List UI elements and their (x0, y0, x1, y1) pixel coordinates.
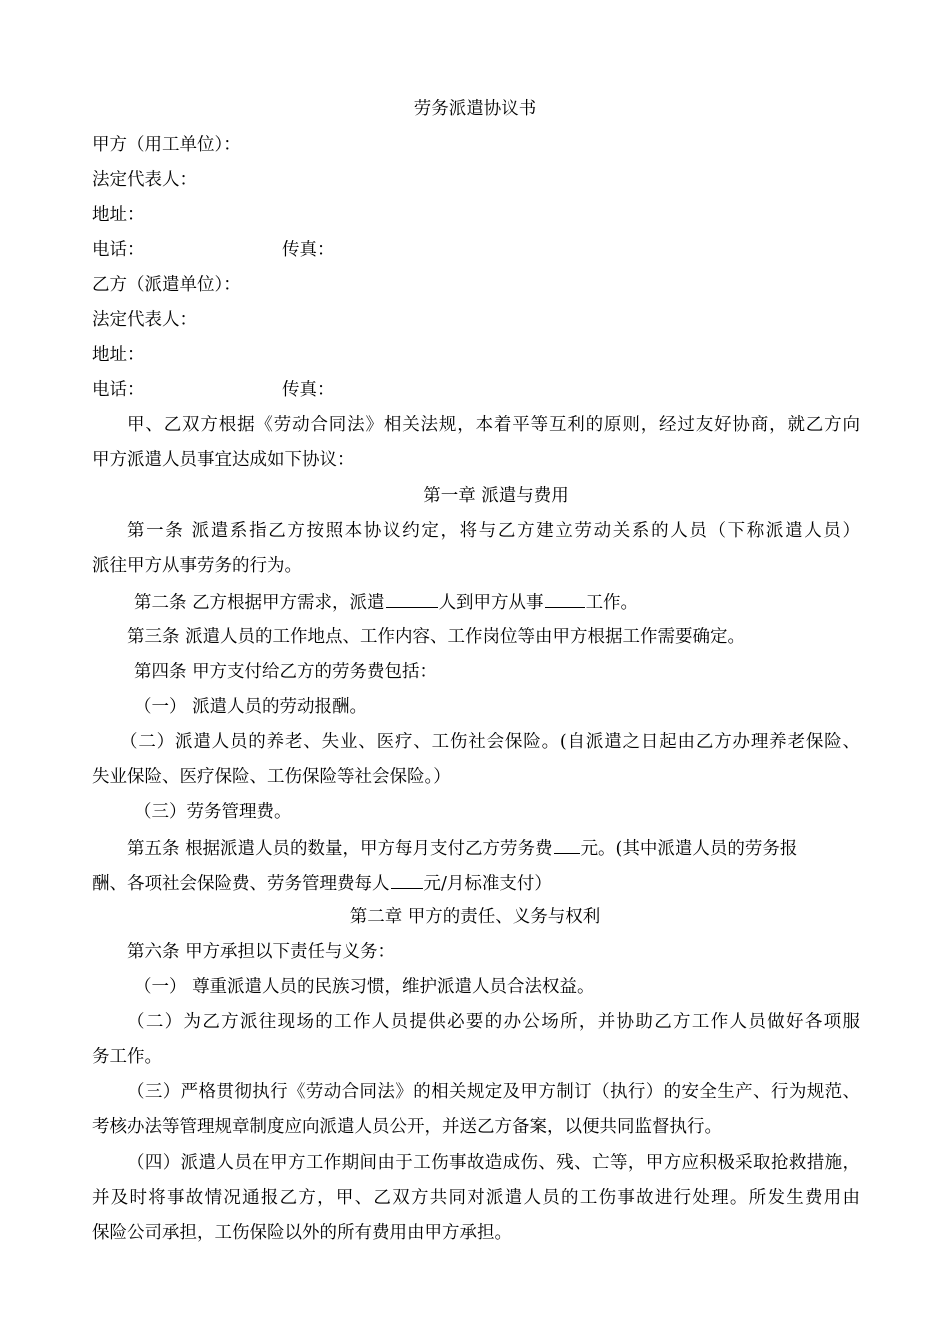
chapter1-heading: 第一章 派遣与费用 (423, 486, 569, 506)
party-a-label: 甲方（用工单位）： (92, 135, 241, 155)
article5-line1 (127, 835, 858, 859)
article4-item3: （三）劳务管理费。 (134, 802, 292, 822)
article6-item4-line2: 并及时将事故情况通报乙方，甲、乙双方共同对派遣人员的工伤事故进行处理。所发生费用由 (92, 1188, 860, 1208)
article2-text-a: 第二条 乙方根据甲方需求，派遣 (134, 593, 385, 613)
article4: 第四条 甲方支付给乙方的劳务费包括： (134, 662, 438, 682)
party-b-legal-rep: 法定代表人： (92, 310, 197, 330)
chapter2-heading: 第二章 甲方的责任、义务与权利 (349, 907, 601, 927)
article6-item1: （一） 尊重派遣人员的民族习惯，维护派遣人员合法权益。 (134, 977, 595, 997)
article5-text-b: 元。(其中派遣人员的劳务报 (580, 839, 798, 859)
article6-item4-line3: 保险公司承担，工伤保险以外的所有费用由甲方承担。 (92, 1223, 512, 1243)
party-a-fax: 传真： (282, 240, 335, 260)
article5-line2 (92, 870, 858, 894)
preamble-line2: 甲方派遣人员事宜达成如下协议： (92, 450, 355, 470)
article1-line1: 第一条 派遣系指乙方按照本协议约定，将与乙方建立劳动关系的人员（下称派遣人员） (127, 521, 860, 541)
headcount-blank[interactable] (386, 589, 438, 608)
document-title: 劳务派遣协议书 (413, 99, 537, 119)
article4-item1: （一） 派遣人员的劳动报酬。 (134, 697, 368, 717)
party-b-contact-row (92, 378, 858, 402)
party-a-address: 地址： (92, 205, 145, 225)
article3: 第三条 派遣人员的工作地点、工作内容、工作岗位等由甲方根据工作需要确定。 (127, 627, 746, 647)
party-b-phone: 电话： (92, 380, 145, 400)
party-b-fax: 传真： (282, 380, 335, 400)
party-a-phone: 电话： (92, 240, 145, 260)
article5-line2-text-a: 酬、各项社会保险费、劳务管理费每人 (92, 874, 390, 894)
article1-line2: 派往甲方从事劳务的行为。 (92, 556, 302, 576)
article2-text-c: 工作。 (585, 593, 639, 613)
party-b-label: 乙方（派遣单位）： (92, 275, 241, 295)
article4-item2-line2: 失业保险、医疗保险、工伤保险等社会保险。） (92, 767, 451, 787)
article5-line2-text-b: 元/月标准支付） (423, 874, 552, 894)
article5-text-a: 第五条 根据派遣人员的数量，甲方每月支付乙方劳务费 (127, 839, 553, 859)
article2-text-b: 人到甲方从事 (438, 593, 544, 613)
job-type-blank[interactable] (545, 589, 585, 608)
monthly-fee-blank[interactable] (554, 835, 580, 854)
preamble-line1: 甲、乙双方根据《劳动合同法》相关法规，本着平等互利的原则，经过友好协商，就乙方向 (127, 415, 860, 435)
article6-item3-line2: 考核办法等管理规章制度应向派遣人员公开，并送乙方备案，以便共同监督执行。 (92, 1117, 722, 1137)
party-a-contact-row (92, 238, 858, 262)
party-a-legal-rep: 法定代表人： (92, 170, 197, 190)
article6-item2-line2: 务工作。 (92, 1047, 162, 1067)
article6-item3-line1: （三）严格贯彻执行《劳动合同法》的相关规定及甲方制订（执行）的安全生产、行为规范、 (127, 1082, 860, 1102)
article6: 第六条 甲方承担以下责任与义务： (127, 942, 396, 962)
article4-item2-line1: （二）派遣人员的养老、失业、医疗、工伤社会保险。(自派遣之日起由乙方办理养老保险、 (120, 732, 860, 752)
article2 (134, 589, 858, 613)
party-b-address: 地址： (92, 345, 145, 365)
per-person-fee-blank[interactable] (391, 870, 423, 889)
article6-item2-line1: （二）为乙方派往现场的工作人员提供必要的办公场所，并协助乙方工作人员做好各项服 (127, 1012, 860, 1032)
article6-item4-line1: （四）派遣人员在甲方工作期间由于工伤事故造成伤、残、亡等，甲方应积极采取抢救措施， (127, 1153, 860, 1173)
